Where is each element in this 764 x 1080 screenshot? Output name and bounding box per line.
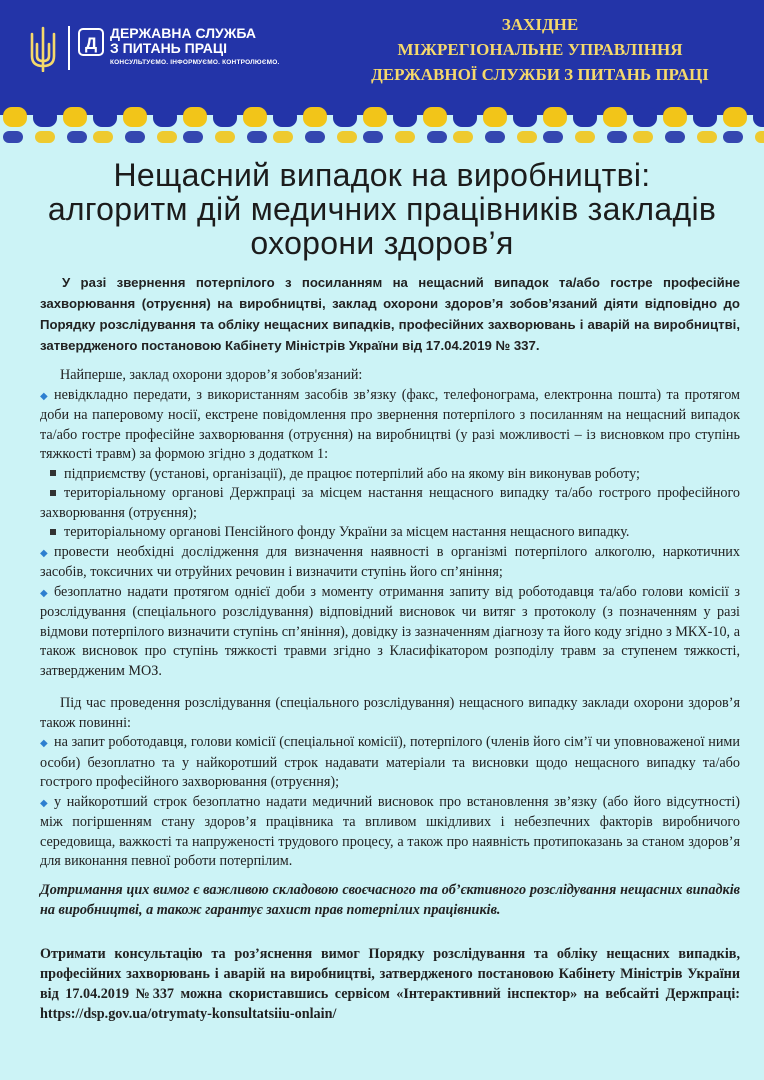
stripe-tile [213, 107, 237, 127]
list-item-text: на запит роботодавця, голови комісії (спеціальної комісії), потерпілого (членів його сім’ї чи уповноваженої ними особи) безоплатно та у найкоротший строк надавати матеріали та висновки щодо нещасного випадку та/або гострого професійного захворювання (отруєння); [40, 734, 740, 790]
section1-lead: Найперше, заклад охорони здоров’я зобов'язаний: [60, 367, 363, 383]
trident-icon [28, 26, 58, 72]
logo-divider [68, 26, 70, 70]
org-line2: МІЖРЕГІОНАЛЬНЕ УПРАВЛІННЯ [397, 40, 683, 59]
page-title [40, 158, 724, 260]
stripe-tile [243, 107, 267, 127]
stripe-tile [123, 107, 147, 127]
stripe-tile [575, 131, 595, 143]
decorative-stripe [0, 101, 764, 153]
stripe-tile [183, 131, 203, 143]
sub-item-text: територіальному органові Держпраці за місцем настання нещасного випадку та/або гострого професійного захворювання (отруєння); [40, 485, 740, 521]
stripe-tile [543, 131, 563, 143]
square-bullet-icon [50, 490, 56, 496]
stripe-tile [633, 131, 653, 143]
stripe-tile [363, 107, 387, 127]
logo-title-line1: ДЕРЖАВНА СЛУЖБА [110, 25, 257, 41]
stripe-tile [697, 131, 717, 143]
list-item [40, 386, 740, 465]
agency-logo[interactable] [28, 22, 288, 74]
stripe-tile [453, 107, 477, 127]
stripe-tile [67, 131, 87, 143]
square-bullet-icon [50, 529, 56, 535]
list-item-text: невідкладно передати, з використанням засобів зв’язку (факс, телефонограма, електронна пошта) та протягом доби на паперовому носії, екстрене повідомлення про звернення потерпілого з посиланням на нещасний випадок та/або гостре професійне захворювання (отруєння) на виробництві (у разі можливості – із висновком про ступінь тяжкості травм) за формою згідно з додатком 1: [40, 386, 740, 462]
sub-list-item [40, 484, 740, 523]
diamond-bullet-icon: ◆ [40, 547, 48, 559]
list-item [40, 733, 740, 793]
diamond-bullet-icon: ◆ [40, 738, 48, 749]
stripe-tile [333, 107, 357, 127]
square-bullet-icon [50, 470, 56, 476]
stripe-tile [157, 131, 177, 143]
list-item [40, 583, 740, 682]
stripe-tile [93, 131, 113, 143]
stripe-tile [723, 131, 743, 143]
stripe-tile [63, 107, 87, 127]
stripe-tile [427, 131, 447, 143]
stripe-tile [3, 131, 23, 143]
diamond-bullet-icon: ◆ [40, 390, 48, 402]
section2-lead: Під час проведення розслідування (спеціального розслідування) нещасного випадку заклади охорони здоров’я також повинні: [40, 695, 740, 731]
list-item-text: безоплатно надати протягом однієї доби з моменту отримання запиту від роботодавця та/або голови комісії з розслідування (спеціального розслідування) відповідний висновок чи витяг з протоколу (з позначенням у разі відмови потерпілого визначити ступінь сп’яніння), довідку із зазначенням діагнозу та його коду згідно з МКХ-10, а також висновок про ступінь тяжкості травми згідно з Класифікатором розподілу травм за ступенем тяжкості, затвердженим МОЗ. [40, 583, 740, 679]
stripe-tile [693, 107, 717, 127]
consultation-info[interactable]: Отримати консультацію та роз’яснення вимог Порядку розслідування та обліку нещасних випадків, професійних захворювань і аварій на виробництві, затвердженого постановою Кабінету Міністрів України від 17.04.2019 №337 можна скориставшись сервісом «Інтерактивний інспектор» на вебсайті Держпраці: https://dsp.gov.ua/otrymaty-konsultatsiiu-onlain/ [40, 946, 740, 1022]
logo-slogan: КОНСУЛЬТУЄМО. ІНФОРМУЄМО. КОНТРОЛЮЄМО. [110, 59, 280, 66]
stripe-tile [665, 131, 685, 143]
diamond-bullet-icon: ◆ [40, 587, 48, 599]
stripe-tile [483, 107, 507, 127]
stripe-tile [393, 107, 417, 127]
stripe-tile [303, 107, 327, 127]
stripe-tile [215, 131, 235, 143]
stripe-tile [607, 131, 627, 143]
stripe-tile [93, 107, 117, 127]
stripe-tile [35, 131, 55, 143]
stripe-tile [33, 107, 57, 127]
logo-title [110, 26, 256, 56]
sub-item-text: підприємству (установі, організації), де працює потерпілий або на якому він виконував роботу; [64, 465, 640, 482]
org-line1: ЗАХІДНЕ [501, 15, 579, 34]
stripe-tile [125, 131, 145, 143]
list-item-text: у найкоротший строк безоплатно надати медичний висновок про встановлення зв’язку (або його відсутності) між погіршенням стану здоров’я працівника та впливом шкідливих і небезпечних факторів виробничого середовища, важкості та напруженості трудового процесу, а також про наявність протипоказань за станом здоров’я для виконання певної роботи потерпілим. [40, 793, 740, 869]
sub-item-text: територіальному органові Пенсійного фонду України за місцем настання нещасного випадку. [64, 524, 630, 540]
intro-paragraph: У разі звернення потерпілого з посиланням на нещасний випадок та/або гостре професійне захворювання (отруєння) на виробництві, заклад охорони здоров’я зобов’язаний діяти відповідно до Порядку розслідування та обліку нещасних випадків, професійних захворювань і аварій на виробництві, затвердженого постановою Кабінету Міністрів України від 17.04.2019 № 337. [40, 275, 740, 353]
logo-title-line2: З ПИТАНЬ ПРАЦІ [110, 40, 228, 56]
stripe-tile [395, 131, 415, 143]
stripe-tile [273, 131, 293, 143]
title-line3: охорони здоров’я [250, 225, 514, 261]
stripe-tile [603, 107, 627, 127]
stripe-tile [723, 107, 747, 127]
stripe-tile [247, 131, 267, 143]
header-banner [0, 0, 764, 101]
sub-list-item [40, 465, 740, 485]
stripe-tile [153, 107, 177, 127]
importance-note: Дотримання цих вимог є важливою складовою своєчасного та об’єктивного розслідування нещасних випадків на виробництві, а також гарантує захист прав потерпілих працівників. [40, 882, 740, 918]
stripe-tile [305, 131, 325, 143]
stripe-tile [453, 131, 473, 143]
sub-list-item [40, 523, 740, 543]
stripe-tile [183, 107, 207, 127]
stripe-tile [363, 131, 383, 143]
stripe-tile [543, 107, 567, 127]
list-item-text: провести необхідні дослідження для визначення наявності в організмі потерпілого алкоголю, наркотичних засобів, токсичних чи отруйних речовин і визначити ступінь його сп’яніння; [40, 543, 740, 580]
title-line2: алгоритм дій медичних працівників закладів [47, 191, 717, 227]
diamond-bullet-icon: ◆ [40, 797, 48, 809]
stripe-tile [485, 131, 505, 143]
stripe-tile [663, 107, 687, 127]
stripe-tile [633, 107, 657, 127]
duties-section [40, 366, 740, 681]
stripe-tile [573, 107, 597, 127]
stripe-tile [3, 107, 27, 127]
dsp-mark-icon: Д [78, 28, 104, 56]
organization-name [330, 12, 750, 87]
org-line3: ДЕРЖАВНОЇ СЛУЖБИ З ПИТАНЬ ПРАЦІ [371, 65, 709, 84]
investigation-section [40, 694, 740, 872]
list-item [40, 543, 740, 583]
stripe-tile [513, 107, 537, 127]
stripe-tile [337, 131, 357, 143]
stripe-tile [423, 107, 447, 127]
list-item [40, 793, 740, 872]
stripe-tile [517, 131, 537, 143]
title-line1: Нещасний випадок на виробництві: [113, 157, 651, 193]
stripe-tile [273, 107, 297, 127]
